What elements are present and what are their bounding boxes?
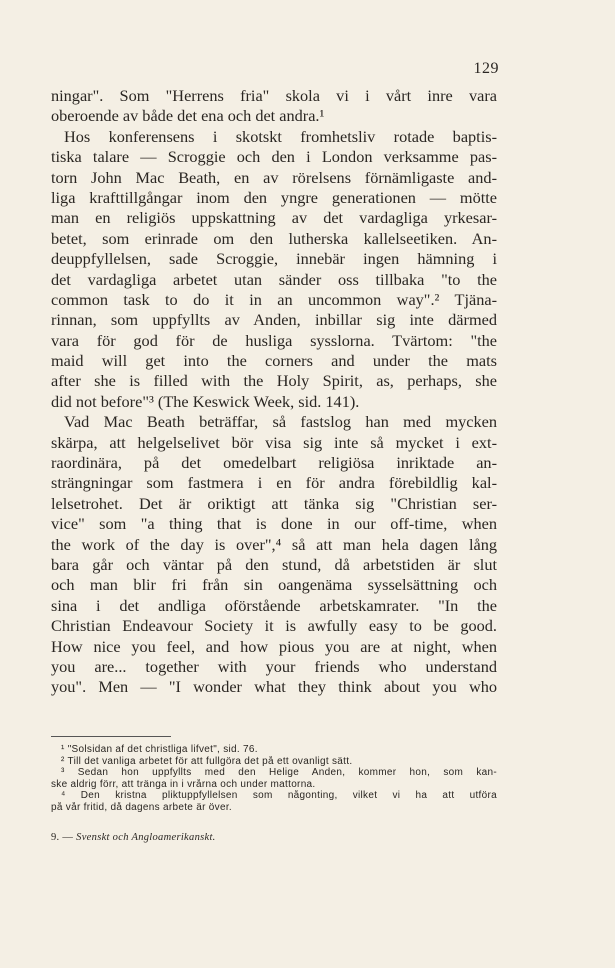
body-line: lelsetrohet. Det är oriktigt att tänka sig "Christian ser-: [51, 493, 497, 513]
body-line: you". Men — "I wonder what they think about you who: [51, 677, 497, 697]
body-line: sina i det andliga oförstående arbetskamrater. "In the: [51, 595, 497, 615]
body-line: Hos konferensens i skotskt fromhetsliv rotade baptis-: [64, 126, 497, 146]
body-line: the work of the day is over",⁴ så att man hela dagen lång: [51, 534, 497, 554]
body-line: tiska talare — Scroggie och den i London verksamme pas-: [51, 147, 497, 167]
sheet-dash: —: [62, 832, 74, 843]
body-line: vara för god för de husliga sysslorna. Tvärtom: "the: [51, 330, 497, 350]
body-line: oberoende av både det ena och det andra.¹: [51, 106, 325, 126]
footnote-line: på vår fritid, då dagens arbete är över.: [51, 801, 232, 813]
body-line: did not before"³ (The Keswick Week, sid. 141).: [51, 391, 360, 411]
body-line: Vad Mac Beath beträffar, så fastslog han med mycken: [64, 412, 497, 432]
body-line: liga krafttillgångar inom den yngre generationen — mötte: [51, 187, 497, 207]
body-line: bara går och väntar på den stund, då arbetstiden är slut: [51, 554, 497, 574]
signature-line: [51, 832, 497, 843]
body-line: det vardagliga arbetet utan sänder oss tillbaka "to the: [51, 269, 497, 289]
body-line: you are... together with your friends who understand: [51, 656, 497, 676]
body-text: [51, 86, 497, 698]
footnote-line: ³ Sedan hon uppfyllts med den Helige Anden, kommer hon, som kan-: [61, 767, 497, 779]
footnote-line: ⁴ Den kristna pliktuppfyllelsen som någonting, vilket vi ha att utföra: [61, 790, 497, 802]
body-line: skärpa, att helgelselivet bör visa sig inte så mycket i ext-: [51, 432, 497, 452]
footnote-line: ¹ "Solsidan af det christliga lifvet", sid. 76.: [61, 744, 258, 755]
body-line: maid will get into the corners and under the mats: [51, 351, 497, 371]
footnote-line: ske aldrig förr, att tränga in i vrårna och under mattorna.: [51, 778, 316, 790]
footnotes: [51, 744, 497, 814]
body-line: torn John Mac Beath, en av rörelsens förnämligaste and-: [51, 167, 497, 187]
body-line: raordinära, på det omedelbart religiösa inriktade an-: [51, 453, 497, 473]
footnote-divider: [51, 736, 171, 737]
body-line: after she is filled with the Holy Spirit, as, perhaps, she: [51, 371, 497, 391]
body-line: och man blir fri från sin oangenäma sysselsättning och: [51, 575, 497, 595]
body-line: deuppfyllelsen, sade Scroggie, innebär ingen hämning i: [51, 249, 497, 269]
body-line: Christian Endeavour Society it is awfully easy to be good.: [51, 616, 497, 636]
body-line: common task to do it in an uncommon way".² Tjäna-: [51, 289, 497, 309]
footnote-line: ² Till det vanliga arbetet för att fullgöra det på ett ovanligt sätt.: [61, 755, 353, 767]
body-line: How nice you feel, and how pious you are at night, when: [51, 636, 497, 656]
body-line: man en religiös uppskattning av det vardagliga yrkesar-: [51, 208, 497, 228]
body-line: rinnan, som uppfyllts av Anden, inbillar sig inte därmed: [51, 310, 497, 330]
body-line: betet, som erinrade om den lutherska kallelseetiken. An-: [51, 228, 497, 248]
page-number: 129: [473, 60, 499, 77]
body-line: ningar". Som "Herrens fria" skola vi i vårt inre vara: [51, 86, 497, 105]
body-line: vice" som "a thing that is done in our off-time, when: [51, 514, 497, 534]
book-title: Svenskt och Angloamerikanskt.: [76, 832, 216, 843]
body-line: strängningar som fastmera i en för andra förebildlig kal-: [51, 473, 497, 493]
sheet-number: 9.: [51, 832, 60, 843]
